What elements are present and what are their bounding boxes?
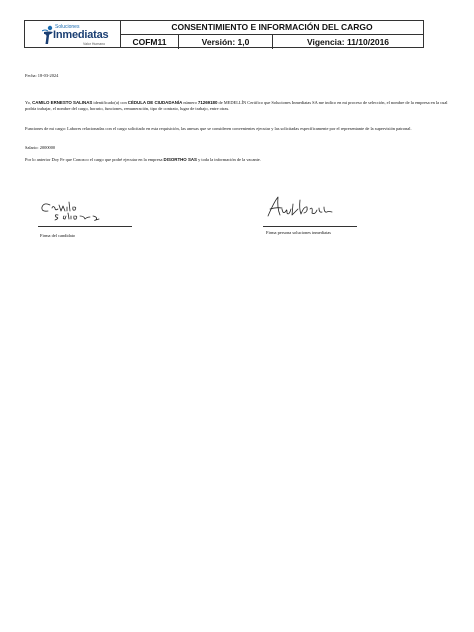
final-paragraph — [25, 157, 449, 163]
document-vigencia: Vigencia: 11/10/2016 — [306, 37, 390, 47]
certification-paragraph — [25, 100, 449, 112]
document-title: CONSENTIMIENTO E INFORMACIÓN DEL CARGO — [121, 21, 423, 35]
header-meta-row — [121, 35, 423, 49]
candidate-signature — [38, 196, 110, 228]
candidate-name: CAMILO ERNESTO SALINAS — [32, 100, 93, 105]
candidate-signature-label: Firma del candidato — [40, 233, 76, 238]
paragraph-text: Por lo anterior Doy Fe que Conozco el cargo que podré ejecutar en la empresa — [25, 157, 164, 162]
paragraph-text: y toda la información de la vacante. — [196, 157, 261, 162]
salary-line: Salario: 2000000 — [25, 145, 56, 150]
document-number: 71269180 — [197, 100, 218, 105]
document-date: Fecha: 18-03-2024 — [25, 73, 59, 78]
logo-top-text: Soluciones — [55, 24, 80, 30]
logo-main-text: Inmediatas — [53, 29, 109, 41]
company-logo — [25, 21, 121, 47]
company-signature-line — [263, 226, 357, 227]
document-header — [24, 20, 424, 48]
document-version: Versión: 1,0 — [179, 35, 273, 49]
functions-paragraph: Funciones de mi cargo: Labores relacionadas con el cargo solicitado en esta requisición, las anexas que se consideren convenientes ejecutar y las solicitadas específicamente por el representante de la supervisión patronal. — [25, 126, 412, 131]
paragraph-text: Yo, — [25, 100, 33, 105]
candidate-signature-line — [38, 226, 132, 227]
header-info — [121, 21, 423, 47]
company-name: DISORTHO SAS — [163, 157, 197, 162]
company-signature — [264, 194, 354, 226]
company-signature-label: Firma persona soluciones inmediatas — [266, 230, 331, 235]
logo-sub-text: Valor Humano — [83, 42, 106, 46]
paragraph-text: identificado(a) con — [92, 100, 128, 105]
paragraph-text: de MEDELLÍN Certifico que Soluciones Inmediatas SA me indico en mi proceso de selección, el nombre de la empresa en la cual podría trabajar, el nombre del cargo, horario, funciones, remuneración, tipo de contrato, lugar de trabajo, entre otras. — [25, 100, 448, 111]
document-code: COFM11 — [121, 35, 179, 49]
document-type: CÉDULA DE CIUDADANÍA — [127, 100, 183, 105]
paragraph-text: número — [182, 100, 198, 105]
